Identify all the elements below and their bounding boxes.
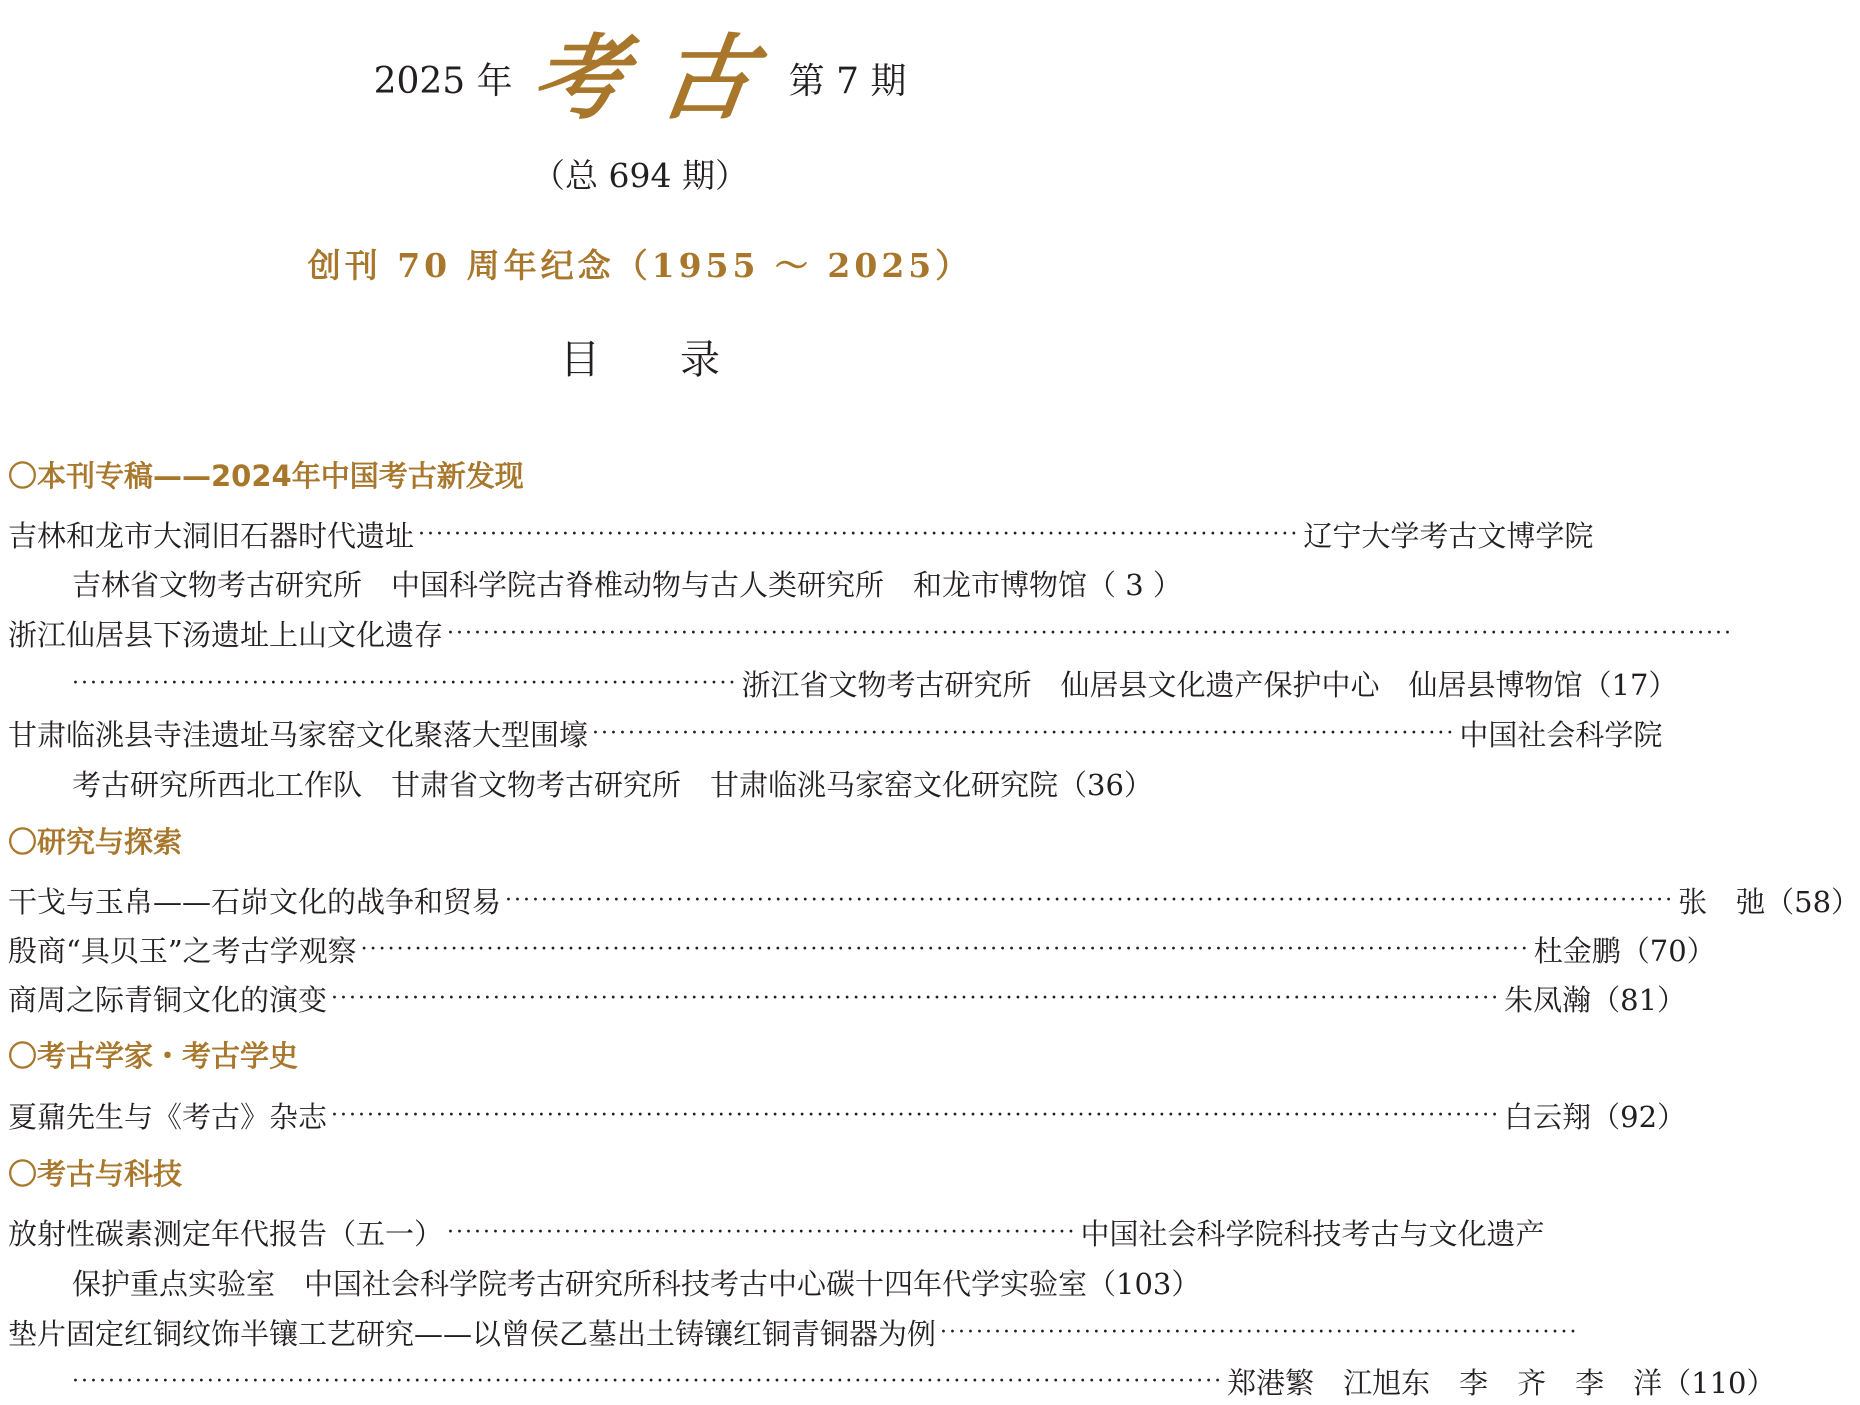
leader-dots: ··············································································································································· bbox=[447, 620, 1734, 646]
leader-dots: ·································································································································· bbox=[331, 985, 1501, 1011]
entry-affiliations: 考古研究所西北工作队 甘肃省文物考古研究所 甘肃临洮马家窑文化研究院（36） bbox=[72, 767, 1153, 802]
leader-dots: ······································································ bbox=[447, 1219, 1077, 1245]
toc-entry-continuation bbox=[72, 563, 1268, 603]
entry-author: 郑港繁 江旭东 李 齐 李 洋（110） bbox=[1227, 1365, 1776, 1400]
entry-title: 吉林和龙市大洞旧石器时代遗址 bbox=[8, 518, 415, 553]
entry-affiliations: 吉林省文物考古研究所 中国科学院古脊椎动物与古人类研究所 和龙市博物馆（ 3 ） bbox=[72, 567, 1182, 602]
entry-author: 张 弛（58） bbox=[1678, 884, 1860, 919]
entry-title: 干戈与玉帛——石峁文化的战争和贸易 bbox=[8, 884, 502, 919]
leader-dots: ·································································································································· bbox=[505, 887, 1675, 913]
toc-entry-continuation bbox=[72, 1262, 1268, 1302]
year-label: 2025 年 bbox=[373, 60, 513, 102]
entry-title: 甘肃临洮县寺洼遗址马家窑文化聚落大型围壕 bbox=[8, 717, 589, 752]
leader-dots: ·································································································· bbox=[418, 521, 1300, 547]
entry-title: 浙江仙居县下汤遗址上山文化遗存 bbox=[8, 617, 444, 652]
section-heading-special: 〇本刊专稿——2024年中国考古新发现 bbox=[8, 459, 524, 493]
entry-author: 白云翔（92） bbox=[1504, 1099, 1687, 1134]
issue-label: 第 7 期 bbox=[788, 60, 907, 102]
masthead bbox=[0, 18, 1280, 138]
toc-entry-continuation bbox=[72, 663, 1678, 703]
entry-title: 垫片固定红铜纹饰半镶工艺研究——以曾侯乙墓出土铸镶红铜青铜器为例 bbox=[8, 1316, 937, 1351]
toc-entry[interactable] bbox=[8, 978, 1687, 1018]
toc-entry[interactable] bbox=[8, 1212, 1545, 1252]
entry-affiliations: 保护重点实验室 中国社会科学院考古研究所科技考古中心碳十四年代学实验室（103） bbox=[72, 1266, 1201, 1301]
entry-title: 殷商“具贝玉”之考古学观察 bbox=[8, 933, 357, 968]
leader-dots: ································································································································ bbox=[72, 1368, 1224, 1394]
entry-author: 中国社会科学院科技考古与文化遗产 bbox=[1080, 1216, 1545, 1251]
entry-title: 放射性碳素测定年代报告（五一） bbox=[8, 1216, 444, 1251]
section-heading-science: 〇考古与科技 bbox=[8, 1157, 183, 1191]
entry-author: 中国社会科学院 bbox=[1459, 717, 1663, 752]
anniversary-banner: 创刊 70 周年纪念（1955 ～ 2025） bbox=[307, 246, 973, 285]
entry-author: 杜金鹏（70） bbox=[1533, 933, 1716, 968]
toc-entry[interactable] bbox=[8, 713, 1663, 753]
entry-title: 商周之际青铜文化的演变 bbox=[8, 982, 328, 1017]
leader-dots: ································································································ bbox=[592, 720, 1456, 746]
total-issue-label: （总 694 期） bbox=[532, 156, 748, 195]
toc-entry[interactable] bbox=[8, 929, 1716, 969]
section-heading-archaeologists: 〇考古学家・考古学史 bbox=[8, 1039, 299, 1073]
entry-author: 浙江省文物考古研究所 仙居县文化遗产保护中心 仙居县博物馆（17） bbox=[741, 667, 1678, 702]
entry-author: 辽宁大学考古文博学院 bbox=[1303, 518, 1594, 553]
leader-dots: ·································································································································· bbox=[331, 1102, 1501, 1128]
toc-entry[interactable] bbox=[8, 1095, 1687, 1135]
toc-title: 目录 bbox=[560, 337, 800, 383]
toc-entry[interactable] bbox=[8, 1312, 1579, 1352]
toc-entry[interactable] bbox=[8, 880, 1860, 920]
section-heading-research: 〇研究与探索 bbox=[8, 825, 183, 859]
leader-dots: ·········································································· bbox=[72, 670, 738, 696]
entry-author: 朱凤瀚（81） bbox=[1504, 982, 1687, 1017]
toc-entry[interactable] bbox=[8, 514, 1594, 554]
leader-dots: ······································································· bbox=[940, 1319, 1579, 1345]
entry-title: 夏鼐先生与《考古》杂志 bbox=[8, 1099, 328, 1134]
leader-dots: ·································································································································· bbox=[360, 936, 1530, 962]
toc-entry-continuation bbox=[72, 763, 1268, 803]
toc-entry-continuation bbox=[72, 1361, 1776, 1401]
toc-entry[interactable] bbox=[8, 613, 1734, 653]
journal-logo: 考古 bbox=[525, 24, 797, 132]
